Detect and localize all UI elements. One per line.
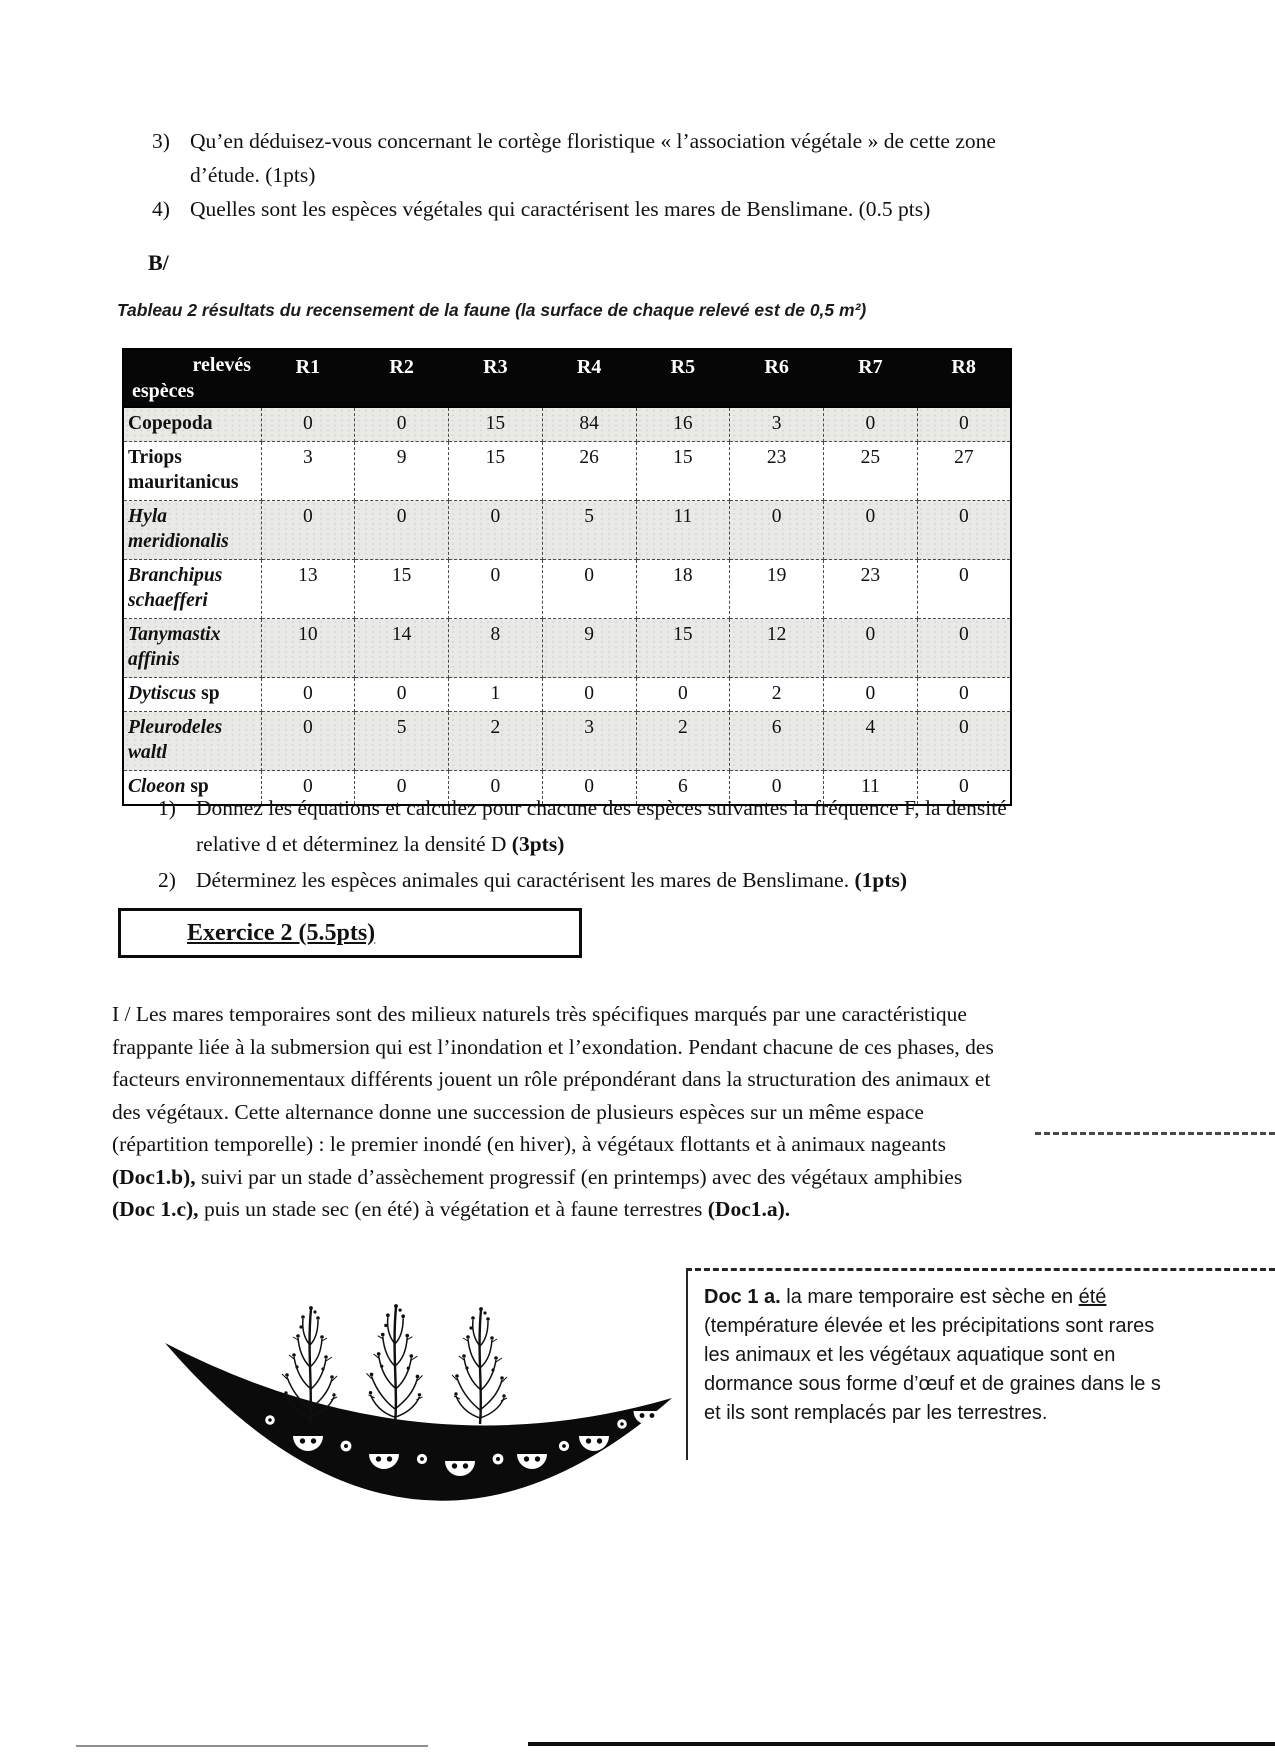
count-cell: 15: [449, 442, 543, 501]
column-header-r7: R7: [824, 349, 918, 407]
table-corner-header: [123, 349, 261, 407]
count-cell: 0: [542, 771, 636, 806]
count-cell: 0: [449, 560, 543, 619]
table-row: [123, 407, 1011, 442]
count-cell: 25: [824, 442, 918, 501]
count-cell: 11: [824, 771, 918, 806]
count-cell: 0: [261, 501, 355, 560]
table-caption: Tableau 2 résultats du recensement de la faune (la surface de chaque relevé est de 0,5 m²): [117, 300, 867, 320]
question-2: [158, 862, 1018, 898]
question-text: Quelles sont les espèces végétales qui caractérisent les mares de Benslimane. (0.5 pts): [190, 197, 931, 221]
doc-1a-line: et ils sont remplacés par les terrestres.: [704, 1402, 1048, 1424]
scan-bottom-rule-left: [76, 1745, 428, 1747]
doc-1a-line: (température élevée et les précipitations sont rares: [704, 1315, 1155, 1337]
species-suffix: sp: [196, 683, 220, 704]
count-cell: 1: [449, 678, 543, 712]
count-cell: 0: [824, 678, 918, 712]
species-cell: [123, 560, 261, 619]
exercise-2-paragraph: [112, 998, 1000, 1226]
questions-section-a: [152, 124, 1038, 226]
count-cell: 0: [542, 678, 636, 712]
count-cell: 0: [917, 407, 1011, 442]
species-cell: [123, 442, 261, 501]
count-cell: 18: [636, 560, 730, 619]
count-cell: 10: [261, 619, 355, 678]
column-header-r6: R6: [730, 349, 824, 407]
count-cell: 9: [542, 619, 636, 678]
count-cell: 0: [449, 501, 543, 560]
doc-1a-text: la mare temporaire est sèche en: [780, 1286, 1079, 1308]
count-cell: 3: [542, 712, 636, 771]
corner-label-releves: relevés: [192, 354, 251, 376]
count-cell: 0: [917, 560, 1011, 619]
plant-icon: [452, 1307, 507, 1424]
question-number: 4): [152, 197, 170, 221]
question-number: 3): [152, 129, 170, 153]
species-cell: [123, 619, 261, 678]
count-cell: 0: [261, 771, 355, 806]
count-cell: 0: [636, 678, 730, 712]
paragraph-text: I / Les mares temporaires sont des milieux naturels très spécifiques marqués par une caractéristique frappante liée à la submersion qui est l’inondation et l’exondation. Pendant chacune de ces phases, des facteurs environnementaux différents jouent un rôle prépondérant dans la structuration des animaux et des végétaux. Cette alternance donne une succession de plusieurs espèces sur un même espace (répartition temporelle) : le premier inondé (en hiver), à végétaux flottants et à animaux nageants: [112, 1002, 994, 1156]
count-cell: 0: [355, 678, 449, 712]
fauna-table-wrap: [122, 348, 1012, 806]
doc-ref-a: (Doc1.a).: [707, 1197, 791, 1221]
count-cell: 0: [261, 678, 355, 712]
count-cell: 6: [730, 712, 824, 771]
species-name: Copepoda: [128, 413, 213, 434]
count-cell: 23: [730, 442, 824, 501]
question-4: [152, 192, 1038, 226]
table-row: [123, 501, 1011, 560]
count-cell: 14: [355, 619, 449, 678]
corner-label-especes: espèces: [132, 380, 195, 402]
table-header-row: [123, 349, 1011, 407]
species-suffix: sp: [185, 776, 209, 797]
count-cell: 8: [449, 619, 543, 678]
column-header-r4: R4: [542, 349, 636, 407]
count-cell: 0: [261, 712, 355, 771]
count-cell: 0: [824, 501, 918, 560]
count-cell: 0: [449, 771, 543, 806]
species-name: Tanymastix affinis: [128, 624, 221, 670]
question-body: Déterminez les espèces animales qui caractérisent les mares de Benslimane.: [196, 868, 855, 892]
species-name: Dytiscus: [128, 683, 197, 704]
section-b-label: B/: [148, 250, 169, 275]
species-name: Cloeon: [128, 776, 186, 797]
count-cell: 0: [730, 501, 824, 560]
column-header-r5: R5: [636, 349, 730, 407]
question-text: [196, 862, 1018, 898]
count-cell: 5: [542, 501, 636, 560]
count-cell: 0: [917, 771, 1011, 806]
species-name: Branchipus schaefferi: [128, 565, 223, 611]
count-cell: 2: [449, 712, 543, 771]
count-cell: 0: [824, 407, 918, 442]
count-cell: 0: [917, 712, 1011, 771]
table-body: [123, 407, 1011, 805]
count-cell: 15: [636, 619, 730, 678]
count-cell: 13: [261, 560, 355, 619]
species-cell: [123, 407, 261, 442]
points-label: (3pts): [511, 832, 565, 856]
count-cell: 16: [636, 407, 730, 442]
table-row: [123, 678, 1011, 712]
count-cell: 19: [730, 560, 824, 619]
count-cell: 0: [355, 771, 449, 806]
count-cell: 23: [824, 560, 918, 619]
paragraph-text: puis un stade sec (en été) à végétation et à faune terrestres: [198, 1197, 708, 1221]
species-cell: [123, 712, 261, 771]
doc-1a-box: [686, 1268, 1275, 1460]
question-text: [196, 790, 1018, 862]
count-cell: 15: [449, 407, 543, 442]
table-row: [123, 619, 1011, 678]
count-cell: 0: [917, 619, 1011, 678]
count-cell: 2: [636, 712, 730, 771]
doc-1a-underlined-word: été: [1078, 1286, 1107, 1308]
column-header-r3: R3: [449, 349, 543, 407]
count-cell: 3: [730, 407, 824, 442]
column-header-r2: R2: [355, 349, 449, 407]
column-header-r1: R1: [261, 349, 355, 407]
question-body: Donnez les équations et calculez pour chacune des espèces suivantes la fréquence F, la densité relative d et déterminez la densité D: [196, 796, 1007, 856]
count-cell: 15: [355, 560, 449, 619]
count-cell: 0: [542, 560, 636, 619]
count-cell: 12: [730, 619, 824, 678]
table-row: [123, 712, 1011, 771]
count-cell: 2: [730, 678, 824, 712]
dry-pond-sketch-icon: [150, 1298, 680, 1510]
table-row: [123, 442, 1011, 501]
question-number: 1): [158, 796, 176, 820]
count-cell: 26: [542, 442, 636, 501]
doc-1a-line: dormance sous forme d’œuf et de graines dans le s: [704, 1373, 1161, 1395]
count-cell: 9: [355, 442, 449, 501]
question-1: [158, 790, 1018, 862]
count-cell: 0: [355, 501, 449, 560]
fauna-census-table: [122, 348, 1012, 806]
questions-section-b: [158, 790, 1018, 898]
doc-ref-b: (Doc1.b),: [112, 1164, 196, 1189]
species-name: Hyla meridionalis: [128, 506, 229, 552]
count-cell: 15: [636, 442, 730, 501]
count-cell: 0: [917, 501, 1011, 560]
question-3: [152, 124, 1038, 192]
doc-1a-line: [704, 1283, 1269, 1312]
pond-basin-crescent: [165, 1343, 672, 1501]
count-cell: 3: [261, 442, 355, 501]
species-cell: [123, 678, 261, 712]
count-cell: 0: [261, 407, 355, 442]
species-name: Triops mauritanicus: [128, 447, 239, 493]
count-cell: 4: [824, 712, 918, 771]
paragraph-text: suivi par un stade d’assèchement progressif (en printemps) avec des végétaux amphibies: [195, 1164, 963, 1189]
exercise-2-title: Exercice 2 (5.5pts): [187, 919, 376, 946]
species-name: Pleurodeles waltl: [128, 717, 223, 763]
plant-icon: [366, 1304, 422, 1423]
table-row: [123, 560, 1011, 619]
corner-labels: [124, 350, 261, 406]
count-cell: 0: [824, 619, 918, 678]
column-header-r8: R8: [917, 349, 1011, 407]
count-cell: 84: [542, 407, 636, 442]
count-cell: 6: [636, 771, 730, 806]
dry-pond-illustration: [150, 1298, 680, 1510]
exercise-2-box: [118, 908, 582, 958]
doc-1a-label: Doc 1 a.: [704, 1286, 781, 1308]
question-text: Qu’en déduisez-vous concernant le cortège floristique « l’association végétale » de cette zone d’étude. (1pts): [190, 129, 996, 187]
count-cell: 0: [730, 771, 824, 806]
points-label: (1pts): [854, 868, 908, 892]
scan-bottom-rule-right: [528, 1742, 1275, 1746]
question-number: 2): [158, 868, 176, 892]
count-cell: 11: [636, 501, 730, 560]
doc-ref-c: (Doc 1.c),: [112, 1197, 199, 1221]
count-cell: 0: [355, 407, 449, 442]
count-cell: 5: [355, 712, 449, 771]
table-header: [123, 349, 1011, 407]
scan-dash-artifact: [1035, 1132, 1275, 1135]
species-cell: [123, 501, 261, 560]
doc-1a-line: les animaux et les végétaux aquatique sont en: [704, 1344, 1116, 1366]
count-cell: 27: [917, 442, 1011, 501]
count-cell: 0: [917, 678, 1011, 712]
